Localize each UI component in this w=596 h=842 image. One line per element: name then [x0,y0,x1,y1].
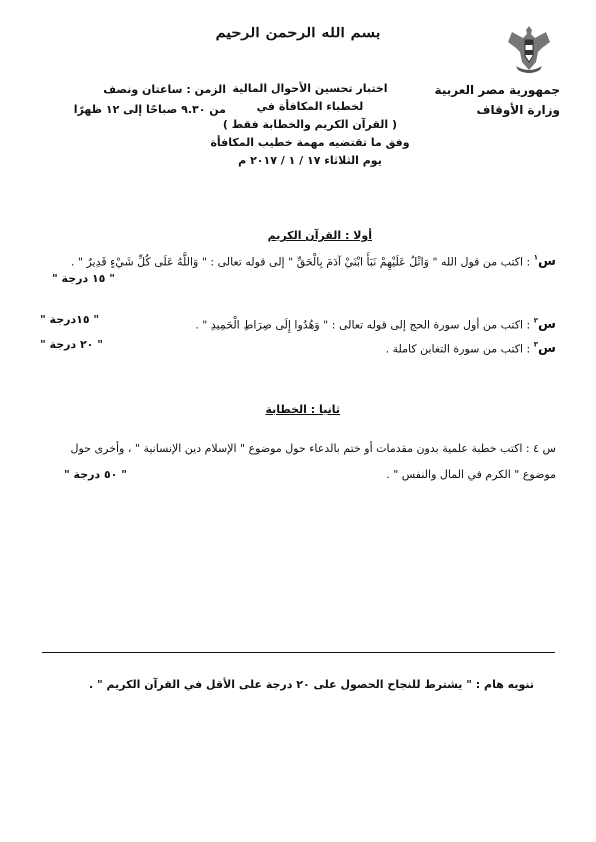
question-4 [31,440,556,458]
important-note: تنويه هام : " يشترط للنجاح الحصول على ٢٠ درجة على الأقل في القرآن الكريم " . [88,678,534,691]
basmala: بسم الله الرحمن الرحيم [215,26,381,41]
question-text: : اكتب من أول سورة الحج إلى قوله تعالى : " وَهُدُوا إِلَى صِرَاطِ الْحَمِيدِ " . [195,318,531,332]
question-1-grade: " ١٥ درجة " [52,272,115,285]
section-heading-oratory [265,403,340,416]
time-range: من ٩.٣٠ صباحًا إلى ١٢ ظهرًا [73,103,226,116]
exam-title-line: لخطباء المكافأة في [256,100,364,113]
question-number: س$^٣$ [533,341,556,357]
section-title: : الخطابة [265,403,319,416]
ministry-name: وزارة الأوقاف [476,103,560,117]
question-2 [156,312,556,334]
question-4-continued [256,466,556,484]
footer-divider [42,652,555,653]
question-text: : اكتب من قول الله " وَاتْلُ عَلَيْهِمْ نَبَأَ ابْنَيْ آدَمَ بِالْحَقِّ " إلى قوله تعالى : " وَاللَّهُ عَلَى كُلِّ شَيْءٍ قَدِيرٌ " . [70,255,531,269]
exam-title-line: ( القرآن الكريم والخطابة فقط ) [222,118,398,131]
question-text-line: س ٤ : اكتب خطبة علمية بدون مقدمات أو ختم بالدعاء حول موضوع " الإسلام دين الإنسانية " ، وأخرى حول [70,442,556,455]
duration: الزمن : ساعتان ونصف [103,83,226,96]
question-3 [156,336,556,358]
question-text-line: موضوع " الكرم في المال والنفس " . [386,468,556,481]
section-title: : القرآن الكريم [267,229,354,242]
section-prefix: ثانيا [318,403,340,416]
time-block [56,80,226,120]
country-name: جمهورية مصر العربية [434,83,560,97]
question-1 [36,249,556,271]
question-text: : اكتب من سورة التغابن كاملة . [385,342,531,356]
egypt-eagle-emblem-icon [500,18,558,76]
question-number: س$^٢$ [533,317,556,333]
question-number: س$^١$ [533,254,556,270]
ministry-block [435,80,560,120]
exam-date: يوم الثلاثاء ١٧ / ١ / ٢٠١٧ م [238,154,382,167]
question-2-grade: " ١٥درجة " [40,313,100,326]
section-heading-quran [268,229,372,242]
section-prefix: أولا [353,229,372,242]
question-4-grade: " ٥٠ درجة " [64,468,127,481]
exam-title-line: وفق ما تقتضيه مهمة خطيب المكافأة [210,136,410,149]
exam-title-block [210,80,410,170]
exam-title-line: اختبار تحسين الأحوال المالية [232,82,388,95]
question-3-grade: " ٢٠ درجة " [40,338,103,351]
